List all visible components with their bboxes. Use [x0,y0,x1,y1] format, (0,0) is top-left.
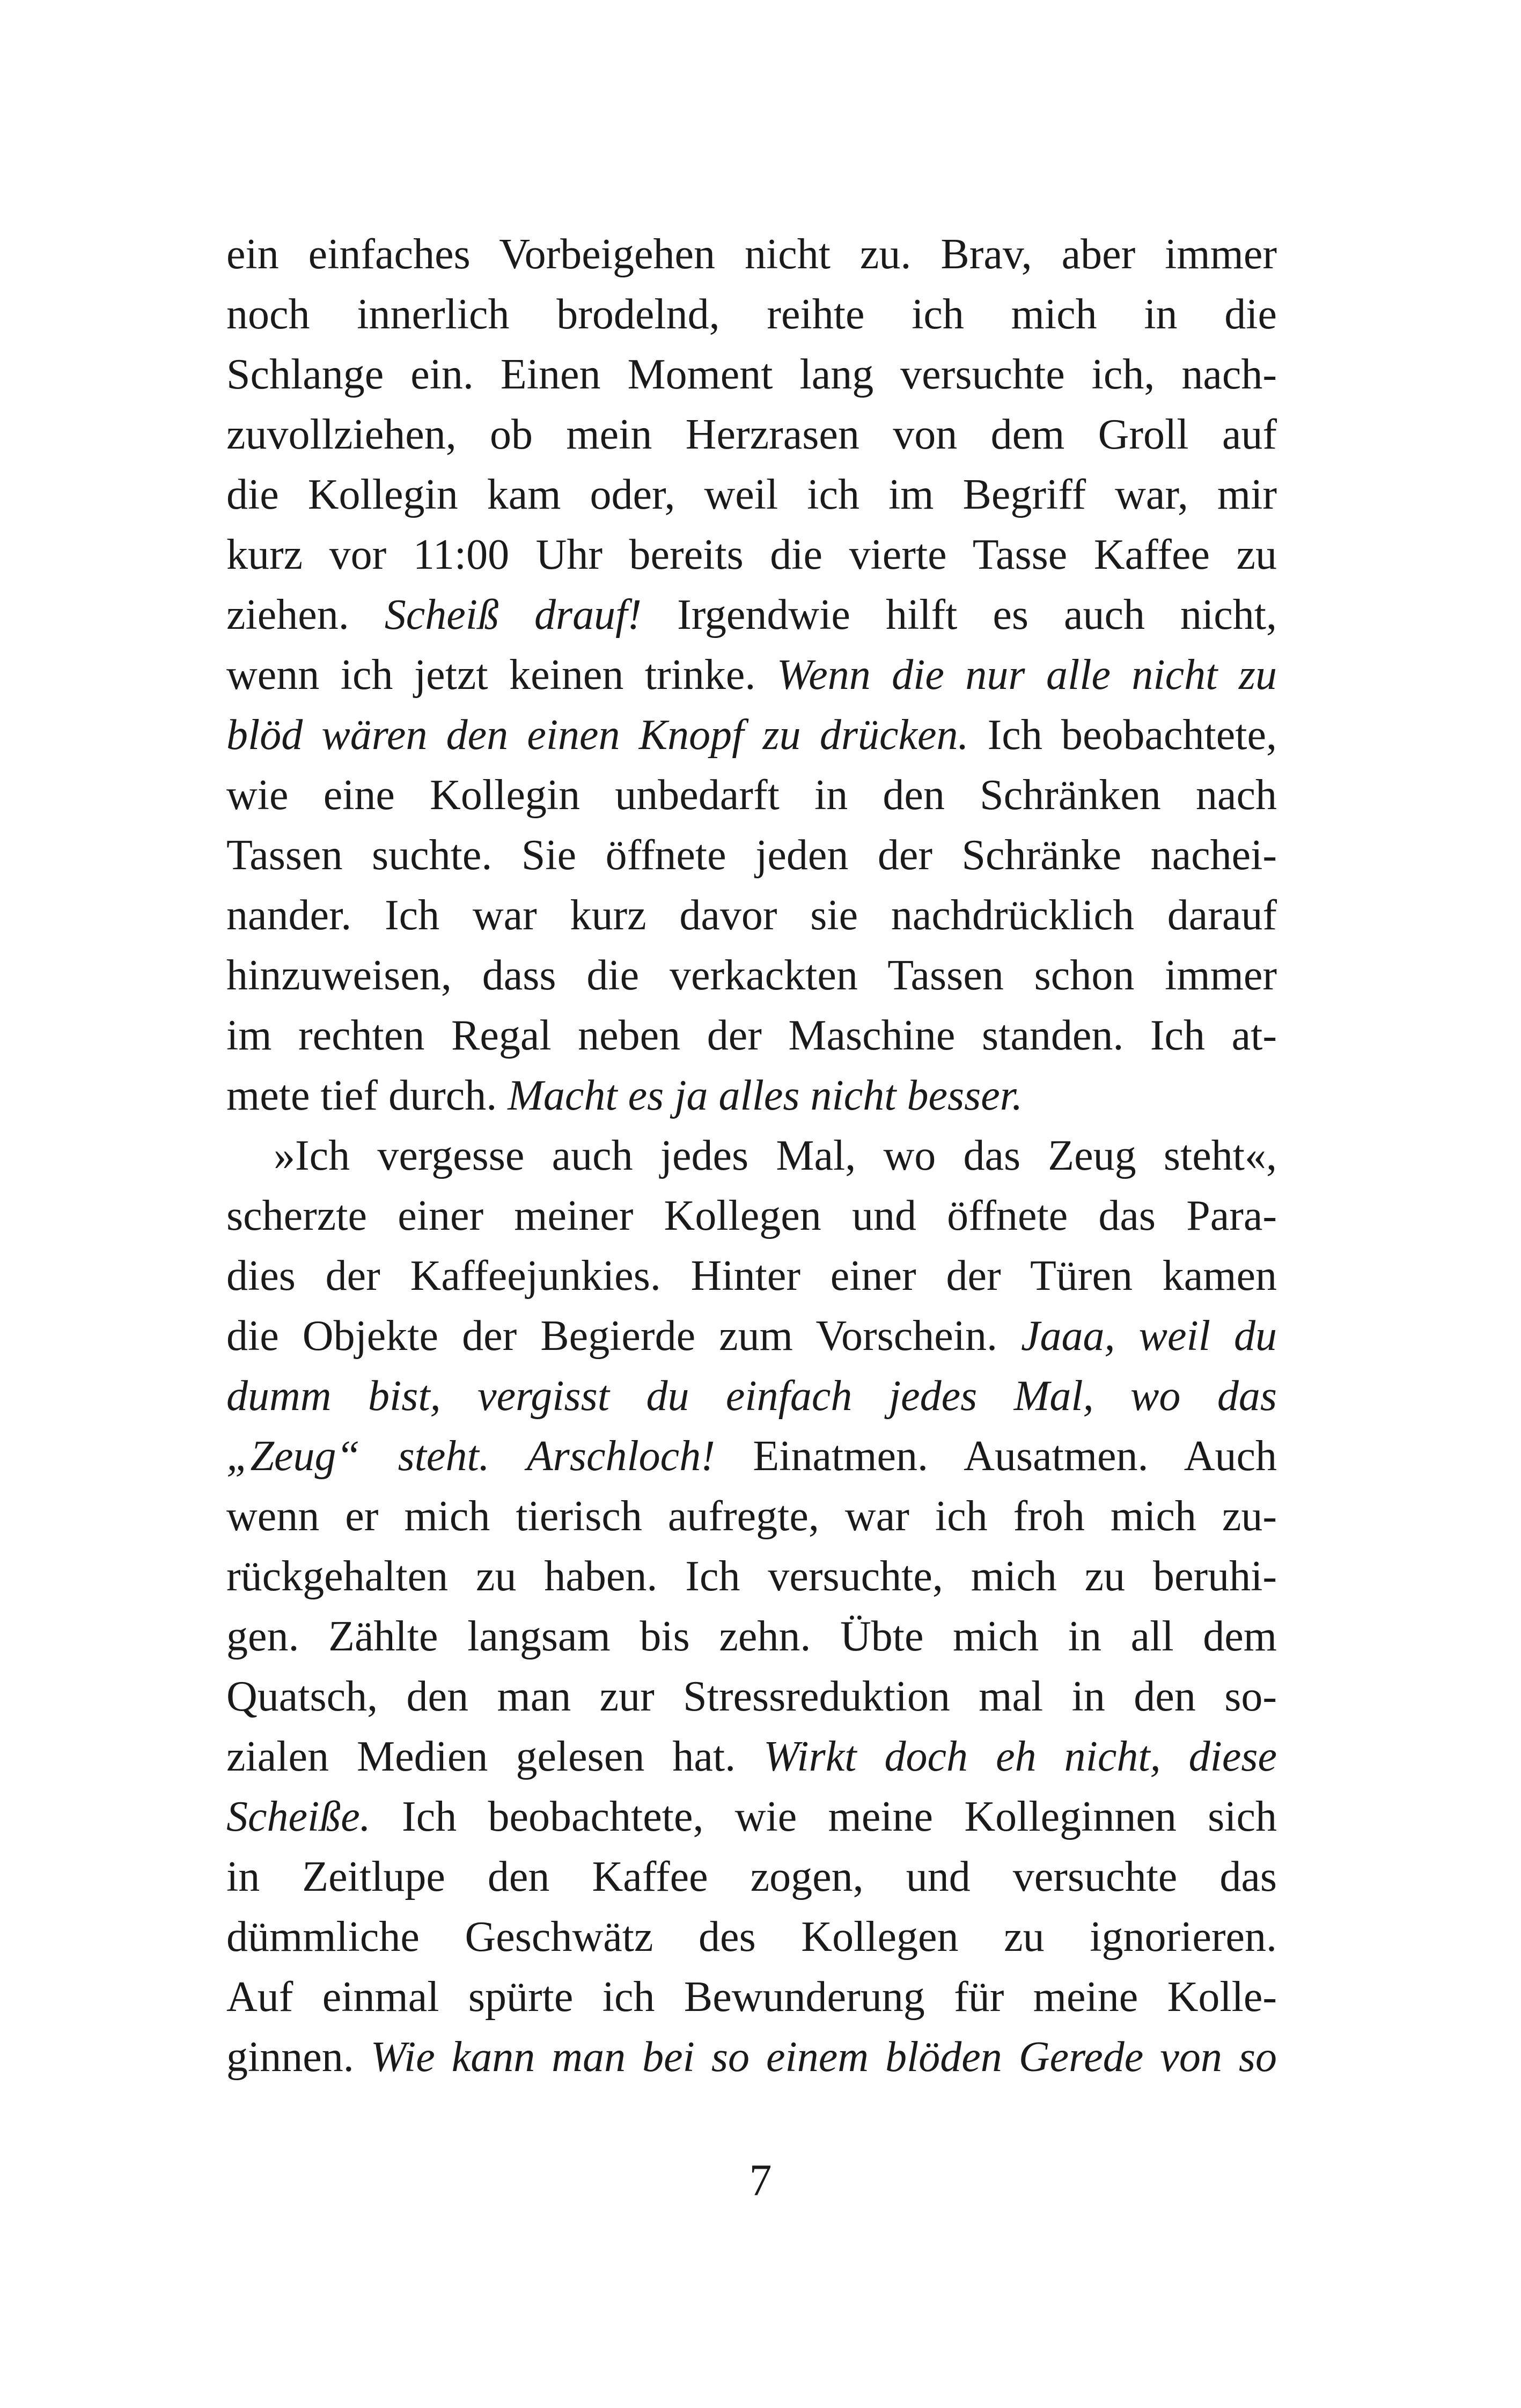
text-line [226,405,1277,465]
text-line [226,2027,1277,2087]
text-line [226,1066,1277,1126]
text-segment: Tassen suchte. Sie öffnete jeden der Schränke nachei- [226,832,1277,879]
text-line [226,1186,1277,1246]
text-segment: wie eine Kollegin unbedarft in den Schränken nach [226,772,1277,819]
text-segment: hinzuweisen, dass die verkackten Tassen schon immer [226,952,1277,999]
italic-text-segment: Wenn die nur alle nicht zu [776,651,1277,699]
text-line [226,585,1277,645]
italic-text-segment: blöd wären den einen Knopf zu drücken. [226,711,969,759]
text-segment: scherzte einer meiner Kollegen und öffnete das Para- [226,1192,1277,1239]
text-segment: Schlange ein. Einen Moment lang versuchte ich, nach- [226,351,1277,398]
text-line [226,645,1277,705]
italic-text-segment: Scheiße. [226,1793,371,1840]
text-line [226,825,1277,885]
text-segment: wenn er mich tierisch aufregte, war ich froh mich zu- [226,1493,1277,1540]
text-line [226,1306,1277,1366]
text-line [226,945,1277,1005]
text-line [226,1366,1277,1426]
text-segment: nander. Ich war kurz davor sie nachdrücklich darauf [226,892,1277,939]
text-segment: wenn ich jetzt keinen trinke. [226,651,777,699]
page-number: 7 [749,2155,772,2205]
text-segment: Quatsch, den man zur Stressreduktion mal in den so- [226,1673,1277,1720]
text-line [226,1546,1277,1606]
text-segment: gen. Zählte langsam bis zehn. Übte mich in all dem [226,1613,1277,1660]
text-line [226,1426,1277,1486]
body-text [226,224,1277,2087]
text-segment: Ich beobachtete, [968,711,1277,759]
text-segment: kurz vor 11:00 Uhr bereits die vierte Tasse Kaffee zu [226,531,1277,578]
text-segment: dies der Kaffeejunkies. Hinter einer der Türen kamen [226,1252,1277,1300]
text-segment: noch innerlich brodelnd, reihte ich mich in die [226,291,1277,338]
text-segment: Auf einmal spürte ich Bewunderung für meine Kolle- [226,1973,1277,2021]
text-segment: zuvollziehen, ob mein Herzrasen von dem Groll auf [226,411,1277,458]
text-line [226,1967,1277,2027]
text-segment: Ich beobachtete, wie meine Kolleginnen sich [370,1793,1277,1840]
text-segment: mete tief durch. [226,1072,508,1119]
text-segment: die Objekte der Begierde zum Vorschein. [226,1312,1022,1360]
text-line [226,284,1277,344]
text-segment: Irgendwie hilft es auch nicht, [642,591,1277,638]
text-line [226,885,1277,945]
text-line [226,765,1277,825]
text-line [226,344,1277,405]
text-segment: Einatmen. Ausatmen. Auch [715,1433,1277,1480]
text-segment: ziehen. [226,591,385,638]
text-line [226,1246,1277,1306]
text-line [226,1606,1277,1666]
italic-text-segment: Jaaa, weil du [1021,1312,1277,1360]
text-segment: in Zeitlupe den Kaffee zogen, und versuchte das [226,1853,1277,1900]
text-line [226,1126,1277,1186]
italic-text-segment: Scheiß drauf! [384,591,642,638]
text-segment: ein einfaches Vorbeigehen nicht zu. Brav, aber immer [226,231,1277,278]
text-segment: zialen Medien gelesen hat. [226,1733,764,1780]
text-line [226,525,1277,585]
italic-text-segment: dumm bist, vergisst du einfach jedes Mal, wo das [226,1372,1277,1420]
text-line [226,705,1277,765]
text-segment: rückgehalten zu haben. Ich versuchte, mich zu beruhi- [226,1553,1277,1600]
text-segment: im rechten Regal neben der Maschine standen. Ich at- [226,1012,1277,1059]
italic-text-segment: „Zeug“ steht. Arschloch! [226,1433,715,1480]
text-line [226,1486,1277,1546]
italic-text-segment: Wie kann man bei so einem blöden Gerede von so [370,2033,1277,2081]
text-line [226,1005,1277,1066]
text-line [226,1907,1277,1967]
italic-text-segment: Macht es ja alles nicht besser. [508,1072,1023,1119]
text-line [226,224,1277,284]
text-line [226,1787,1277,1847]
text-line [226,465,1277,525]
text-line [226,1666,1277,1727]
text-segment: die Kollegin kam oder, weil ich im Begriff war, mir [226,471,1277,518]
italic-text-segment: Wirkt doch eh nicht, diese [763,1733,1277,1780]
text-segment: dümmliche Geschwätz des Kollegen zu ignorieren. [226,1913,1277,1961]
text-segment: »Ich vergesse auch jedes Mal, wo das Zeug steht«, [274,1132,1277,1179]
text-segment: ginnen. [226,2033,371,2081]
text-line [226,1727,1277,1787]
text-line [226,1847,1277,1907]
